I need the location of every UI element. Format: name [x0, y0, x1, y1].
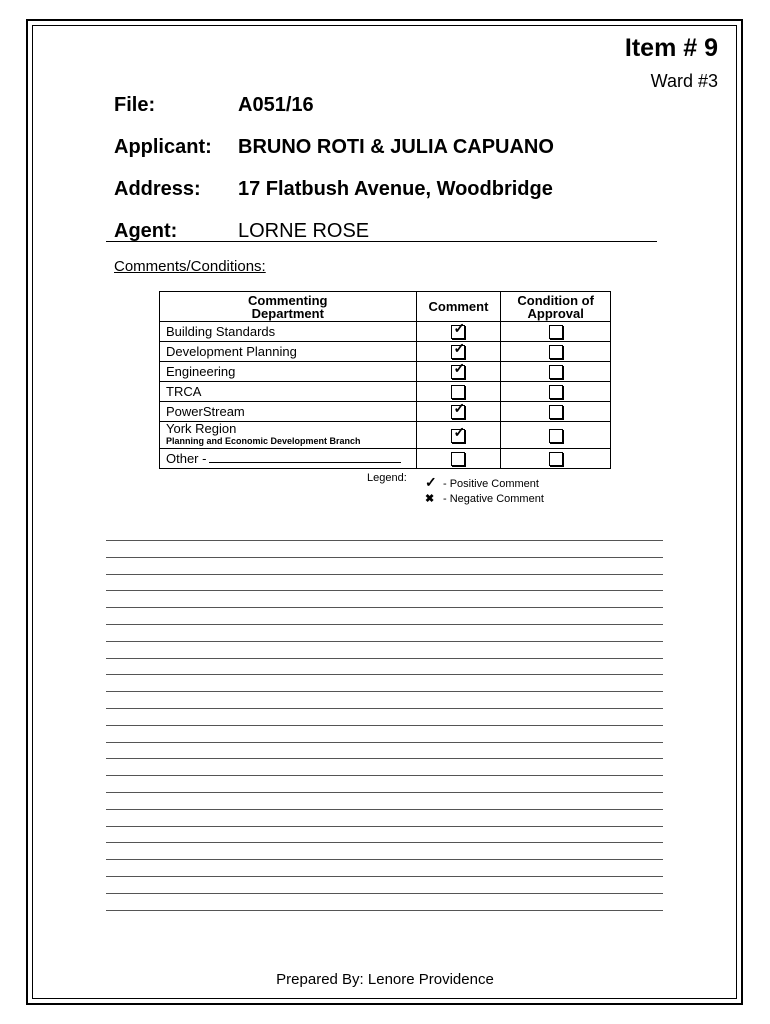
condition-cell [501, 322, 611, 342]
legend-positive [425, 474, 539, 491]
check-icon: ✓ [453, 423, 466, 440]
ruled-line [106, 691, 663, 692]
agent-label: Agent: [114, 220, 178, 242]
address-value: 17 Flatbush Avenue, Woodbridge [238, 178, 553, 200]
ruled-line [106, 742, 663, 743]
table-header-row [160, 292, 611, 322]
ruled-line [106, 574, 663, 575]
ruled-line [106, 826, 663, 827]
comment-empty-checkbox[interactable] [451, 385, 465, 399]
ruled-line [106, 792, 663, 793]
ruled-line [106, 809, 663, 810]
condition-cell [501, 382, 611, 402]
department-name-text: PowerStream [166, 404, 245, 419]
table-row [160, 322, 611, 342]
legend-negative [425, 492, 544, 505]
department-name-text: Other - [166, 451, 207, 466]
department-name-text: TRCA [166, 384, 202, 399]
check-icon: ✓ [453, 400, 466, 417]
comment-cell [416, 382, 501, 402]
department-name-text: Building Standards [166, 324, 276, 339]
file-value: A051/16 [238, 94, 314, 116]
comment-checked-checkbox[interactable] [451, 360, 466, 379]
department-name [160, 342, 417, 362]
applicant-value: BRUNO ROTI & JULIA CAPUANO [238, 136, 554, 158]
department-name [160, 449, 417, 469]
department-name [160, 402, 417, 422]
comment-cell [416, 449, 501, 469]
other-department-blank-line [209, 451, 401, 463]
comment-cell [416, 342, 501, 362]
comments-heading: Comments/Conditions: [114, 258, 266, 275]
department-table-body [160, 322, 611, 469]
department-name [160, 422, 417, 449]
ruled-line [106, 674, 663, 675]
department-name-text: Engineering [166, 364, 236, 379]
applicant-label: Applicant: [114, 136, 212, 158]
check-icon: ✓ [425, 474, 437, 490]
column-header-condition [501, 292, 611, 322]
ruled-line [106, 725, 663, 726]
condition-cell [501, 362, 611, 382]
table-row [160, 362, 611, 382]
check-icon: ✓ [453, 320, 466, 337]
ruled-line [106, 910, 663, 911]
page-border-inner [32, 25, 737, 999]
ruled-line [106, 607, 663, 608]
condition-empty-checkbox[interactable] [549, 405, 563, 419]
ruled-line [106, 658, 663, 659]
column-header-department-line2: Department [251, 305, 324, 321]
condition-empty-checkbox[interactable] [549, 345, 563, 359]
ruled-line [106, 708, 663, 709]
department-name-text: York Region [166, 421, 237, 436]
column-header-condition-line2: Approval [527, 305, 584, 321]
comment-cell [416, 362, 501, 382]
legend-label: Legend: [367, 472, 407, 484]
condition-cell [501, 449, 611, 469]
comment-checked-checkbox[interactable] [451, 320, 466, 339]
department-name [160, 362, 417, 382]
check-icon: ✓ [453, 340, 466, 357]
condition-empty-checkbox[interactable] [549, 429, 563, 443]
agent-underline [106, 241, 657, 242]
column-header-comment: Comment [416, 292, 501, 322]
column-header-department [160, 292, 417, 322]
department-table [159, 291, 611, 469]
comment-checked-checkbox[interactable] [451, 340, 466, 359]
ruled-line [106, 775, 663, 776]
check-icon: ✓ [453, 360, 466, 377]
table-row [160, 402, 611, 422]
table-row [160, 342, 611, 362]
condition-cell [501, 402, 611, 422]
ruled-line [106, 859, 663, 860]
ruled-line [106, 641, 663, 642]
comment-cell [416, 402, 501, 422]
condition-empty-checkbox[interactable] [549, 452, 563, 466]
item-number: Item # 9 [624, 34, 718, 62]
cross-icon: ✖ [425, 493, 435, 505]
legend-negative-text: - Negative Comment [443, 493, 544, 505]
condition-empty-checkbox[interactable] [549, 325, 563, 339]
agent-value: LORNE ROSE [238, 220, 370, 242]
comment-empty-checkbox[interactable] [451, 452, 465, 466]
condition-empty-checkbox[interactable] [549, 385, 563, 399]
comment-checked-checkbox[interactable] [451, 423, 466, 443]
ruled-line [106, 590, 663, 591]
department-name [160, 322, 417, 342]
ruled-line [106, 842, 663, 843]
ruled-line [106, 557, 663, 558]
legend-positive-text: - Positive Comment [443, 478, 539, 490]
column-header-condition-line1: Condition of [517, 292, 594, 308]
table-row [160, 449, 611, 469]
table-row [160, 382, 611, 402]
address-label: Address: [114, 178, 201, 200]
ward-number: Ward #3 [650, 71, 718, 91]
column-header-department-line1: Commenting [248, 292, 328, 308]
file-label: File: [114, 94, 156, 116]
condition-empty-checkbox[interactable] [549, 365, 563, 379]
comment-checked-checkbox[interactable] [451, 400, 466, 419]
ruled-line [106, 758, 663, 759]
ruled-line [106, 876, 663, 877]
department-name-text: Development Planning [166, 344, 297, 359]
department-name [160, 382, 417, 402]
department-subtitle: Planning and Economic Development Branch [166, 436, 361, 446]
ruled-line [106, 893, 663, 894]
comment-cell [416, 422, 501, 449]
condition-cell [501, 422, 611, 449]
condition-cell [501, 342, 611, 362]
comment-cell [416, 322, 501, 342]
ruled-line [106, 624, 663, 625]
ruled-line [106, 540, 663, 541]
prepared-by: Prepared By: Lenore Providence [276, 971, 494, 988]
table-row [160, 422, 611, 449]
